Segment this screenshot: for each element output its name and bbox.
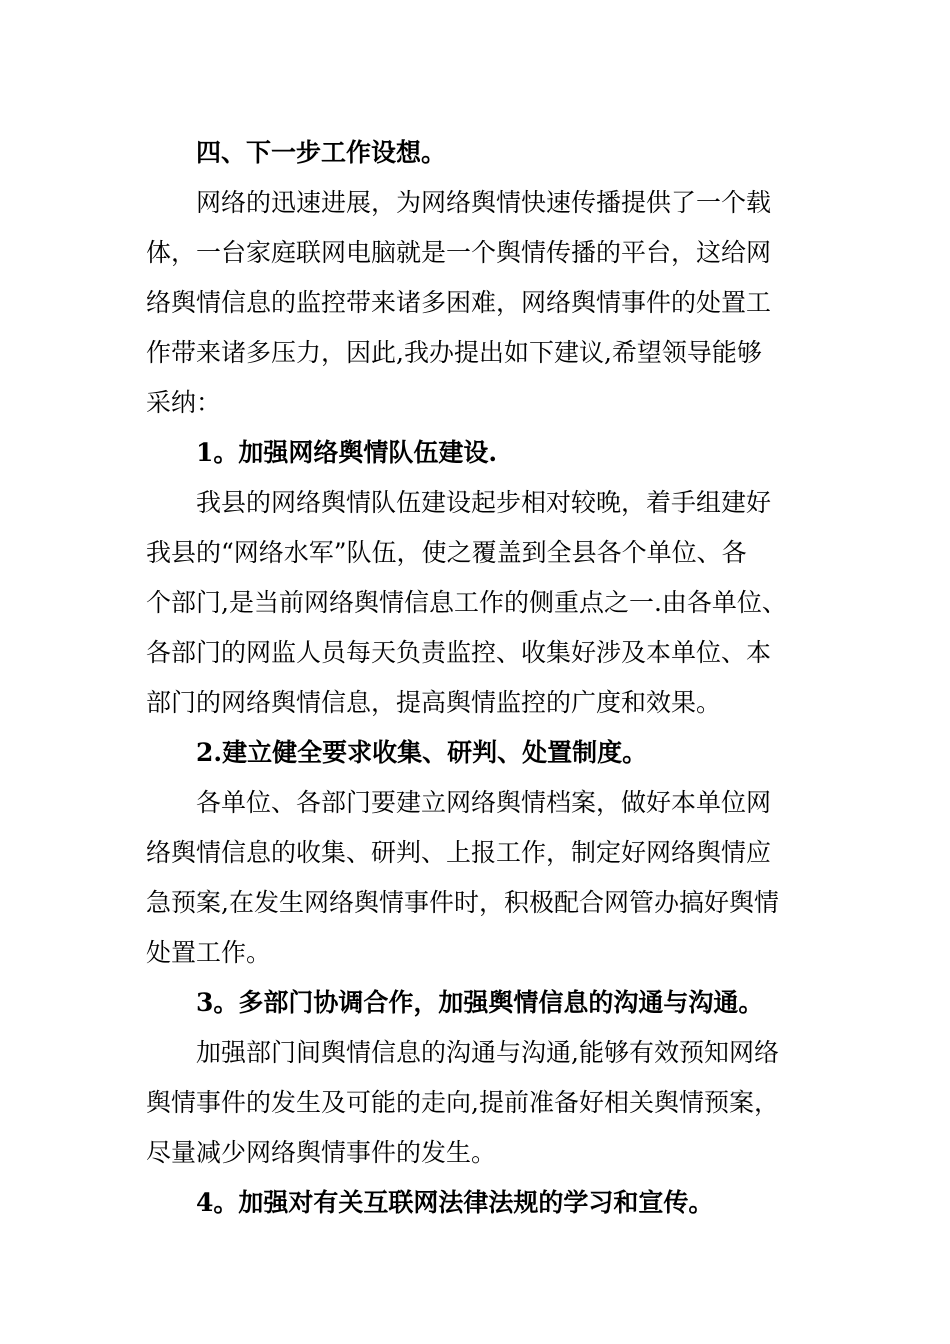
paragraph-line: 作带来诸多压力，因此,我办提出如下建议,希望领导能够	[146, 338, 762, 367]
paragraph-line: 舆情事件的发生及可能的走向,提前准备好相关舆情预案，	[146, 1088, 779, 1117]
paragraph-line: 加强部门间舆情信息的沟通与沟通,能够有效预知网络	[196, 1038, 779, 1067]
paragraph-line: 体，一台家庭联网电脑就是一个舆情传播的平台，这给网	[146, 238, 772, 267]
paragraph-line: 急预案,在发生网络舆情事件时，积极配合网管办搞好舆情	[146, 888, 779, 917]
paragraph-line: 尽量减少网络舆情事件的发生。	[146, 1138, 497, 1167]
section-heading: 四、下一步工作设想。	[196, 138, 447, 167]
section-heading: 3。多部门协调合作，加强舆情信息的沟通与沟通。	[196, 988, 764, 1017]
paragraph-line: 各部门的网监人员每天负责监控、收集好涉及本单位、本	[146, 638, 772, 667]
paragraph-line: 网络的迅速进展，为网络舆情快速传播提供了一个载	[196, 188, 772, 217]
paragraph-line: 部门的网络舆情信息，提高舆情监控的广度和效果。	[146, 688, 722, 717]
paragraph-line: 各单位、各部门要建立网络舆情档案，做好本单位网	[196, 788, 772, 817]
paragraph-line: 我县的网络舆情队伍建设起步相对较晚，着手组建好	[196, 488, 772, 517]
paragraph-line: 络舆情信息的收集、研判、上报工作，制定好网络舆情应	[146, 838, 772, 867]
section-heading: 2.建立健全要求收集、研判、处置制度。	[196, 738, 648, 767]
paragraph-line: 个部门,是当前网络舆情信息工作的侧重点之一.由各单位、	[146, 588, 787, 617]
paragraph-line: 我县的“网络水军”队伍，使之覆盖到全县各个单位、各	[146, 538, 747, 567]
section-heading: 4。加强对有关互联网法律法规的学习和宣传。	[196, 1188, 714, 1217]
paragraph-line: 采纳：	[146, 388, 222, 417]
paragraph-line: 处置工作。	[146, 938, 272, 967]
paragraph-line: 络舆情信息的监控带来诸多困难，网络舆情事件的处置工	[146, 288, 772, 317]
section-heading: 1。加强网络舆情队伍建设.	[196, 438, 498, 467]
